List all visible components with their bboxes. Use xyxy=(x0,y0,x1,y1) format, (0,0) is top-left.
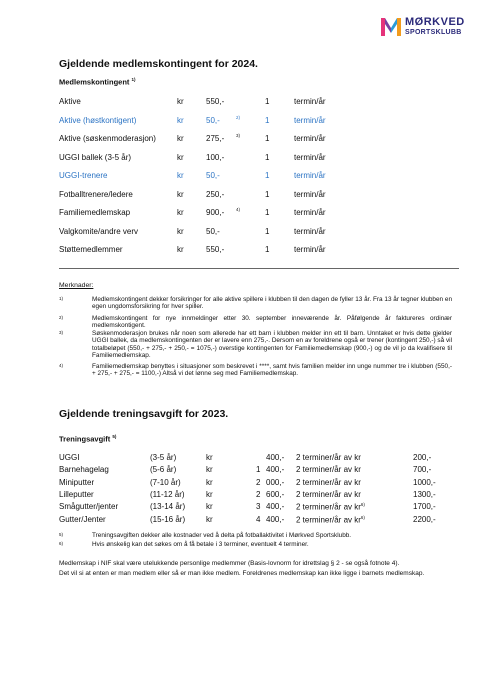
training-note-text: Treningsavgiften dekker alle kostnader ved å delta på fotballaktivitet i Mørkved Sportsklubb. xyxy=(92,532,352,539)
row-amount: 900,- xyxy=(206,208,225,217)
row-period: termin/år xyxy=(294,208,326,217)
row-currency: kr xyxy=(177,189,184,199)
row-label: Aktive (høstkontigent) xyxy=(59,115,137,125)
row-ref: 3) xyxy=(236,133,241,138)
row-qty: 1 xyxy=(265,226,270,236)
row-amount: 400,- xyxy=(266,453,285,462)
training-note-marker: 6) xyxy=(59,541,64,546)
row-currency: kr xyxy=(206,489,213,499)
row-terms-text: 2 terminer/år av kr xyxy=(296,453,361,462)
row-count: 2 xyxy=(256,489,261,499)
row-period: termin/år xyxy=(294,97,326,106)
training-row xyxy=(59,515,459,526)
row-label: Familiemedlemskap xyxy=(59,208,131,217)
closing-line: Medlemskap i NIF skal være utelukkende personlige medlemmer (Basis-lovnorm for idrettslag § 2 - se også fotnote 4). xyxy=(59,560,400,567)
row-total: 200,- xyxy=(413,453,432,462)
row-currency: kr xyxy=(206,453,213,462)
training-title: Gjeldende treningsavgift for 2023. xyxy=(59,408,229,420)
training-note-marker: 5) xyxy=(59,532,64,537)
row-qty: 1 xyxy=(265,115,270,125)
row-qty: 1 xyxy=(265,189,270,199)
row-currency: kr xyxy=(177,134,184,143)
remarks-heading: Merknader: xyxy=(59,282,94,289)
row-age: (5-6 år) xyxy=(150,465,177,475)
training-row xyxy=(59,478,459,489)
row-currency: kr xyxy=(206,477,213,487)
remarks-divider xyxy=(59,268,459,269)
membership-row xyxy=(59,171,359,185)
row-terms xyxy=(296,478,361,487)
row-currency: kr xyxy=(177,171,184,180)
row-currency: kr xyxy=(177,115,184,125)
row-label: Valgkomite/andre verv xyxy=(59,226,138,236)
row-terms xyxy=(296,515,365,525)
row-period: termin/år xyxy=(294,152,326,162)
row-total: 1700,- xyxy=(413,502,436,512)
row-amount: 50,- xyxy=(206,115,220,125)
row-terms xyxy=(296,465,361,474)
row-age: (13-14 år) xyxy=(150,502,186,512)
row-amount: 550,- xyxy=(206,245,225,254)
row-count: 4 xyxy=(256,514,261,524)
row-amount: 250,- xyxy=(206,189,225,199)
row-ref: 6) xyxy=(360,502,365,508)
row-amount: 100,- xyxy=(206,152,225,162)
row-terms-text: 2 terminer/år av kr xyxy=(296,477,361,487)
row-ref: 6) xyxy=(360,514,365,520)
row-qty: 1 xyxy=(265,245,270,254)
row-label: Gutter/Jenter xyxy=(59,514,106,524)
club-logo xyxy=(380,16,468,42)
row-period: termin/år xyxy=(294,189,326,199)
training-row xyxy=(59,502,459,513)
row-currency: kr xyxy=(206,502,213,512)
membership-title: Gjeldende medlemskontingent for 2024. xyxy=(59,58,258,70)
row-period: termin/år xyxy=(294,226,326,236)
membership-row xyxy=(59,97,359,111)
row-age: (3-5 år) xyxy=(150,453,177,462)
training-row xyxy=(59,453,459,464)
row-total: 1000,- xyxy=(413,477,436,487)
training-subtitle xyxy=(59,434,116,444)
row-qty: 1 xyxy=(265,208,270,217)
row-count: 1 xyxy=(256,465,261,475)
row-qty: 1 xyxy=(265,152,270,162)
row-amount: 275,- xyxy=(206,134,225,143)
logo-mark-icon xyxy=(380,16,402,38)
row-amount: 600,- xyxy=(266,489,285,499)
row-period: termin/år xyxy=(294,245,326,254)
training-subtitle-ref: 5) xyxy=(112,434,117,439)
row-age: (7-10 år) xyxy=(150,477,181,487)
remark-marker: 1) xyxy=(59,296,64,301)
row-terms xyxy=(296,490,361,499)
row-total: 1300,- xyxy=(413,489,436,499)
row-period: termin/år xyxy=(294,171,326,180)
row-amount: 550,- xyxy=(206,97,225,106)
remark-marker: 3) xyxy=(59,330,64,335)
row-amount: 50,- xyxy=(206,226,220,236)
remark-marker: 2) xyxy=(59,315,64,320)
row-ref: 2) xyxy=(236,114,241,120)
remark-text: Familiemedlemskap benyttes i situasjoner som beskrevet i ****, samt hvis familien melder inn unge nummer tre i klubben (550,- + 275,- + 275,- = 1100,-) Altså vi det lønne seg med Familiemedlemskap. xyxy=(92,363,452,378)
row-amount: 400,- xyxy=(266,465,285,475)
row-currency: kr xyxy=(206,465,213,475)
membership-row xyxy=(59,245,359,259)
row-count: 3 xyxy=(256,502,261,512)
row-amount: 000,- xyxy=(266,477,285,487)
row-terms-text: 2 terminer/år av kr xyxy=(296,502,361,512)
membership-row xyxy=(59,190,359,204)
logo-name: MØRKVED xyxy=(405,16,465,28)
row-label: Aktive xyxy=(59,97,81,106)
row-label: UGGI xyxy=(59,453,80,462)
row-label: UGGI ballek (3-5 år) xyxy=(59,152,132,162)
row-amount: 400,- xyxy=(266,514,285,524)
row-terms-text: 2 terminer/år av kr xyxy=(296,489,361,499)
membership-row xyxy=(59,208,359,222)
membership-row xyxy=(59,153,359,167)
membership-subtitle-text: Medlemskontingent xyxy=(59,77,130,87)
row-label: Støttemedlemmer xyxy=(59,245,123,254)
row-terms xyxy=(296,502,365,512)
row-amount: 50,- xyxy=(206,171,220,180)
membership-subtitle xyxy=(59,77,136,87)
training-row xyxy=(59,465,459,476)
membership-row xyxy=(59,116,359,130)
row-currency: kr xyxy=(177,152,184,162)
row-total: 700,- xyxy=(413,465,432,475)
row-label: Barnehagelag xyxy=(59,465,109,475)
closing-line: Det vil si at enten er man medlem eller så er man ikke medlem. Foreldrenes medlemskap kan ikke ligge i barnets medlemskap. xyxy=(59,570,425,577)
row-label: Lilleputter xyxy=(59,489,94,499)
training-row xyxy=(59,490,459,501)
training-subtitle-text: Treningsavgift xyxy=(59,434,111,444)
row-ref: 4) xyxy=(236,207,241,212)
row-qty: 1 xyxy=(265,134,270,143)
row-terms-text: 2 terminer/år av kr xyxy=(296,465,361,475)
row-amount: 400,- xyxy=(266,502,285,512)
remark-marker: 4) xyxy=(59,363,64,368)
row-label: Miniputter xyxy=(59,477,95,487)
row-count: 2 xyxy=(256,477,261,487)
remark-text: Søskenmoderasjon brukes når noen som allerede har ett barn i klubben melder inn ett til barn. Unntaket er hvis dette gjelder UGGI ballek, da medlemskontingenten der er lavere enn 275,-. Dersom en av foreldrene også er trener (kontingent 250,-) så vil totalbeløpet (550,- + 275,- + 250,- = 1075,-) overstige kontingenten for Familiemedlemskap (900,-) og de vil jo da kvalifisere til Familiemedlemskap. xyxy=(92,330,452,360)
membership-row xyxy=(59,134,359,148)
row-period: termin/år xyxy=(294,115,326,125)
remark-text: Medlemskontingent for nye innmeldinger etter 30. september inneværende år. Påfølgende år faktureres ordinær medlemskontigent. xyxy=(92,315,452,330)
row-currency: kr xyxy=(177,245,184,254)
remark-text: Medlemskontingent dekker forsikringer for alle aktive spillere i klubben til den dagen de fyller 13 år. Fra 13 år tegner klubben en egen ungdomsforsikring for hver spiller. xyxy=(92,296,452,311)
training-note-text: Hvis ønskelig kan det søkes om å få betale i 3 terminer, eventuelt 4 terminer. xyxy=(92,541,309,548)
row-terms-text: 2 terminer/år av kr xyxy=(296,515,361,525)
row-currency: kr xyxy=(177,226,184,236)
membership-subtitle-ref: 1) xyxy=(131,77,136,82)
row-total: 2200,- xyxy=(413,514,436,524)
row-age: (11-12 år) xyxy=(150,489,185,499)
row-qty: 1 xyxy=(265,171,270,180)
row-currency: kr xyxy=(206,514,213,524)
row-age: (15-16 år) xyxy=(150,514,186,524)
logo-subname: SPORTSKLUBB xyxy=(405,29,462,36)
row-terms xyxy=(296,453,361,462)
row-label: Aktive (søskenmoderasjon) xyxy=(59,134,156,143)
row-period: termin/år xyxy=(294,134,326,143)
row-currency: kr xyxy=(177,208,184,217)
row-label: UGGI-trenere xyxy=(59,171,108,180)
row-label: Fotballtrenere/ledere xyxy=(59,189,133,199)
row-qty: 1 xyxy=(265,97,270,106)
membership-row xyxy=(59,227,359,241)
row-currency: kr xyxy=(177,97,184,106)
row-label: Smågutter/jenter xyxy=(59,502,119,512)
